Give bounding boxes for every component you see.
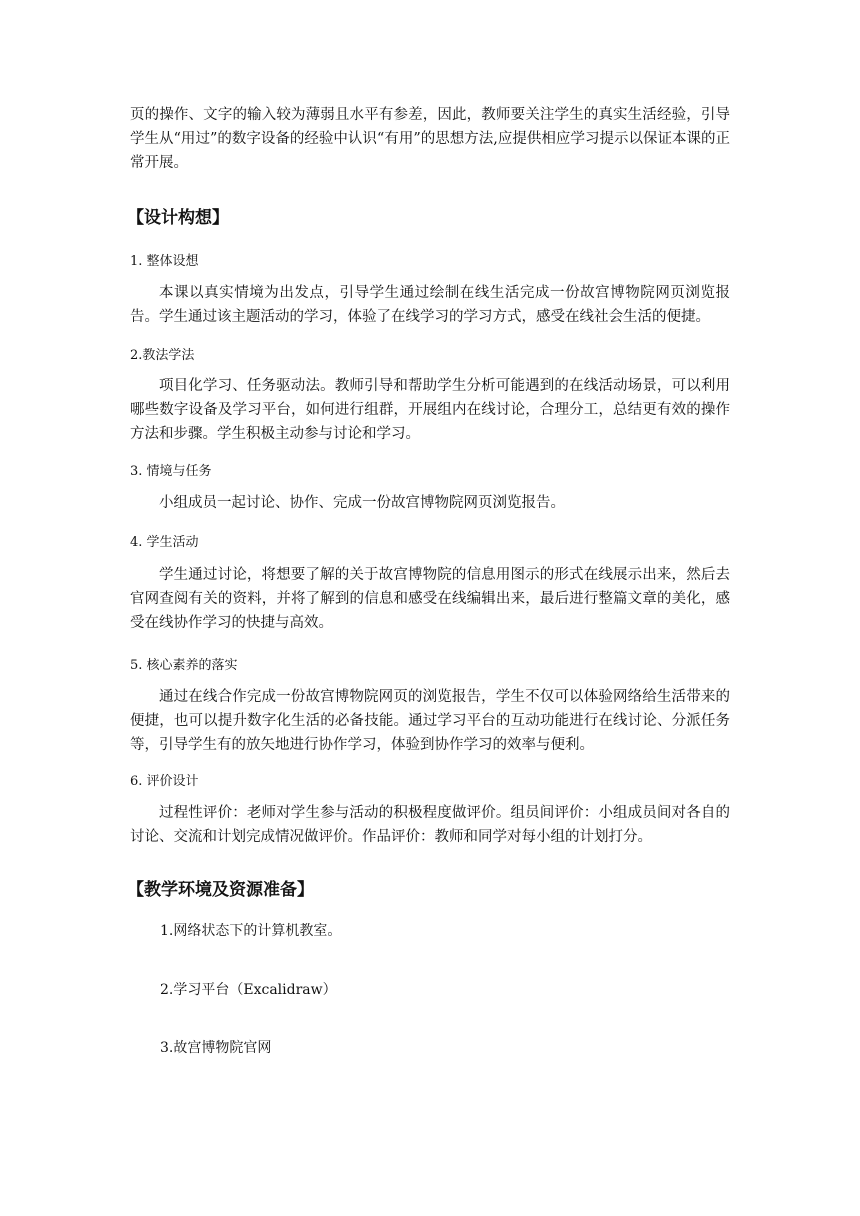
section-body-activities: 学生通过讨论，将想要了解的关于故宫博物院的信息用图示的形式在线展示出来，然后去官网查阅有关的资料，并将了解到的信息和感受在线编辑出来，最后进行整篇文章的美化，感受在线协作学习的快捷与高效。 bbox=[130, 567, 730, 631]
environment-item: 2.学习平台（Excalidraw） bbox=[160, 982, 337, 998]
section-title-activities: 4. 学生活动 bbox=[130, 535, 199, 550]
environment-item: 3.故宫博物院官网 bbox=[160, 1040, 272, 1056]
environment-item: 1.网络状态下的计算机教室。 bbox=[160, 923, 342, 939]
design-heading: 【设计构想】 bbox=[127, 208, 229, 228]
section-title-literacy: 5. 核心素养的落实 bbox=[130, 658, 238, 673]
section-body-scenario: 小组成员一起讨论、协作、完成一份故宫博物院网页浏览报告。 bbox=[159, 495, 565, 511]
environment-heading: 【教学环境及资源准备】 bbox=[127, 880, 314, 900]
section-title-methods: 2.教法学法 bbox=[130, 348, 195, 363]
section-body-literacy: 通过在线合作完成一份故宫博物院网页的浏览报告，学生不仅可以体验网络给生活带来的便捷，也可以提升数字化生活的必备技能。通过学习平台的互动功能进行在线讨论、分派任务等，引导学生有的放矢地进行协作学习，体验到协作学习的效率与便利。 bbox=[130, 689, 730, 753]
intro-paragraph: 页的操作、文字的输入较为薄弱且水平有参差，因此，教师要关注学生的真实生活经验，引导学生从“用过”的数字设备的经验中认识“有用”的思想方法,应提供相应学习提示以保证本课的正常开展。 bbox=[130, 107, 730, 171]
section-title-overall: 1. 整体设想 bbox=[130, 254, 199, 269]
section-body-methods: 项目化学习、任务驱动法。教师引导和帮助学生分析可能遇到的在线活动场景，可以利用哪些数字设备及学习平台，如何进行组群，开展组内在线讨论，合理分工，总结更有效的操作方法和步骤。学生积极主动参与讨论和学习。 bbox=[130, 378, 730, 442]
section-body-overall: 本课以真实情境为出发点，引导学生通过绘制在线生活完成一份故宫博物院网页浏览报告。学生通过该主题活动的学习，体验了在线学习的学习方式，感受在线社会生活的便捷。 bbox=[130, 285, 730, 325]
section-title-scenario: 3. 情境与任务 bbox=[130, 464, 212, 479]
section-body-evaluation: 过程性评价：老师对学生参与活动的积极程度做评价。组员间评价：小组成员间对各自的讨论、交流和计划完成情况做评价。作品评价：教师和同学对每小组的计划打分。 bbox=[130, 805, 730, 845]
section-title-evaluation: 6. 评价设计 bbox=[130, 774, 199, 789]
